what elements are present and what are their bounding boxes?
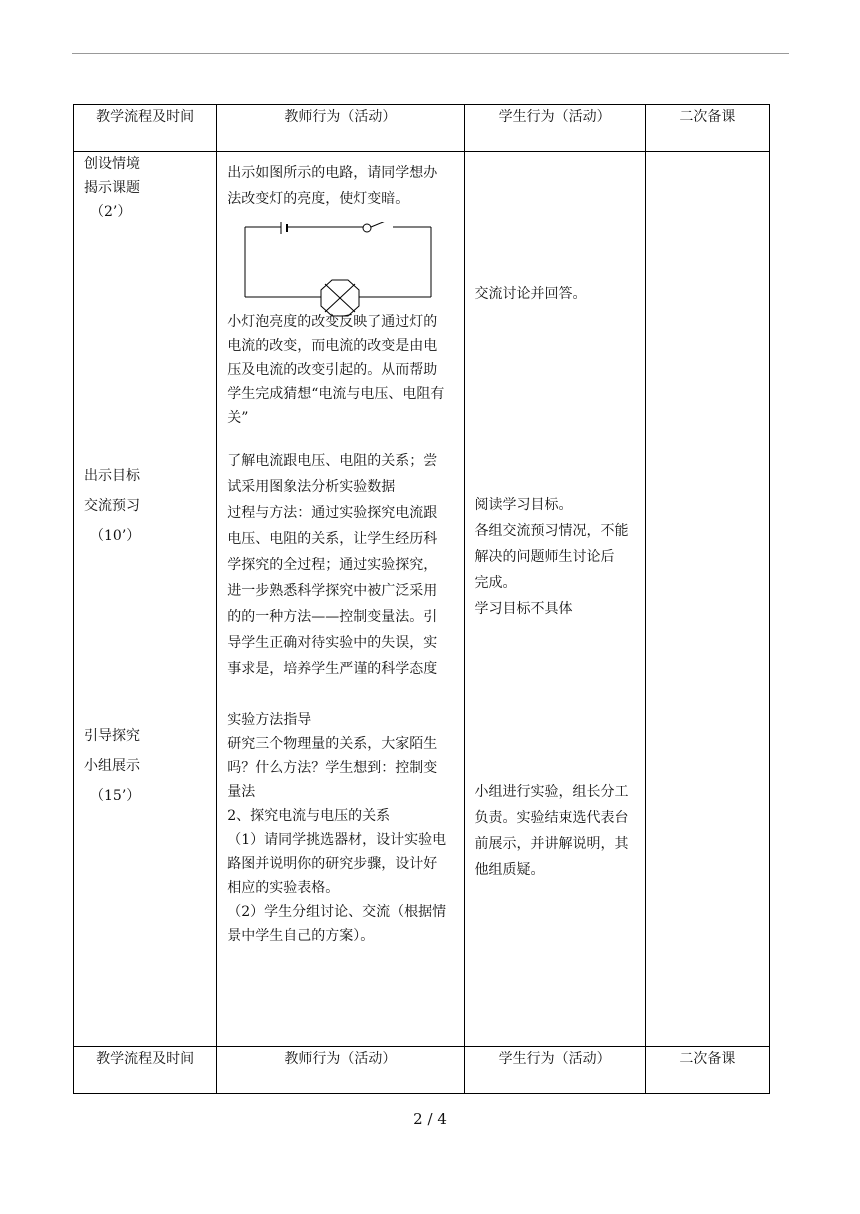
- stage-1-line: 创设情境: [84, 156, 140, 172]
- stage-2-time: （10’）: [90, 528, 141, 544]
- student-text-line: 学习目标不具体: [474, 601, 573, 617]
- teacher-text-line: 进一步熟悉科学探究中被广泛采用: [227, 583, 438, 599]
- student-stage-3: [475, 779, 637, 883]
- student-text-line: 前展示，并讲解说明，其: [474, 836, 629, 852]
- teacher-text-line: 学探究的全过程；通过实验探究，: [227, 557, 438, 573]
- page-current: 2: [413, 1110, 423, 1128]
- stage-2-line: 出示目标: [84, 468, 140, 484]
- teacher-text-line: 学生完成猜想“电流与电压、电阻有: [227, 386, 445, 402]
- header-student-activity: 学生行为（活动）: [464, 1047, 645, 1094]
- student-text-line: 解决的问题师生讨论后: [474, 549, 615, 565]
- student-text-line: 小组进行实验，组长分工: [474, 784, 629, 800]
- teacher-text-line: 事求是，培养学生严谨的科学态度: [227, 661, 438, 677]
- student-text-line: 各组交流预习情况，不能: [474, 523, 629, 539]
- stage-3: [84, 724, 208, 808]
- header-second-prep: 二次备课: [645, 1047, 769, 1094]
- teacher-text-line: 相应的实验表格。: [227, 880, 340, 896]
- student-text-line: 阅读学习目标。: [474, 497, 573, 513]
- teacher-text-line: 小灯泡亮度的改变反映了通过灯的: [227, 314, 438, 330]
- student-text-line: 完成。: [474, 575, 517, 591]
- page-number: [0, 1110, 860, 1128]
- teacher-text-line: 压及电流的改变引起的。从而帮助: [227, 362, 438, 378]
- teacher-text-line: （2）学生分组讨论、交流（根据情: [227, 904, 447, 920]
- header-flow-time: 教学流程及时间: [74, 105, 217, 152]
- teacher-text-line: 了解电流跟电压、电阻的关系；尝: [227, 453, 438, 469]
- teacher-text-line: 出示如图所示的电路，请同学想办: [227, 165, 438, 181]
- student-text-line: 负责。实验结束选代表台: [474, 810, 629, 826]
- teacher-text-line: 吗？什么方法？学生想到：控制变: [227, 760, 438, 776]
- header-rule: [72, 53, 789, 54]
- teacher-text-line: 路图并说明你的研究步骤，设计好: [227, 856, 438, 872]
- stage-3-time: （15’）: [90, 788, 141, 804]
- teacher-text-line: 关”: [227, 410, 249, 426]
- stage-3-line: 引导探究: [84, 728, 140, 744]
- teacher-text-line: 法改变灯的亮度，使灯变暗。: [227, 191, 410, 207]
- header-teacher-activity: 教师行为（活动）: [217, 105, 464, 152]
- header-student-activity: 学生行为（活动）: [464, 105, 645, 152]
- teacher-text-line: 电压、电阻的关系，让学生经历科: [227, 531, 438, 547]
- teacher-explanation: [227, 310, 455, 430]
- table-footer-header-row: [74, 1047, 770, 1094]
- stage-1-line: 揭示课题: [84, 180, 140, 196]
- second-prep-column: [645, 152, 769, 1047]
- student-text-line: 交流讨论并回答。: [474, 286, 587, 302]
- teacher-text-line: 研究三个物理量的关系，大家陌生: [227, 736, 438, 752]
- student-stage-2: [475, 492, 637, 622]
- teacher-text-line: 过程与方法：通过实验探究电流跟: [227, 505, 438, 521]
- student-text-line: 他组质疑。: [474, 862, 545, 878]
- teacher-objectives: [227, 448, 455, 682]
- teacher-text-line: 实验方法指导: [227, 712, 312, 728]
- teacher-text-line: 量法: [227, 784, 256, 800]
- teacher-intro: [227, 160, 455, 212]
- stage-column: [74, 152, 217, 1047]
- stage-1-time: （2’）: [90, 204, 132, 220]
- teacher-text-line: 2、探究电流与电压的关系: [227, 808, 391, 824]
- stage-2-line: 交流预习: [84, 498, 140, 514]
- table-body-row: [74, 152, 770, 1047]
- stage-2: [84, 464, 208, 548]
- teacher-text-line: （1）请同学挑选器材，设计实验电: [227, 832, 447, 848]
- header-second-prep: 二次备课: [645, 105, 769, 152]
- teacher-text-line: 试采用图象法分析实验数据: [227, 479, 396, 495]
- page-separator: /: [427, 1110, 433, 1128]
- header-flow-time: 教学流程及时间: [74, 1047, 217, 1094]
- teacher-text-line: 电流的改变，而电流的改变是由电: [227, 338, 438, 354]
- student-column: [464, 152, 645, 1047]
- teacher-column: [217, 152, 464, 1047]
- table-header-row: [74, 105, 770, 152]
- student-stage-1: [475, 282, 637, 306]
- page-total: 4: [437, 1110, 447, 1128]
- circuit-diagram-icon: [233, 222, 443, 322]
- teacher-inquiry: [227, 708, 455, 948]
- teacher-text-line: 的的一种方法——控制变量法。引: [227, 609, 438, 625]
- lesson-table: [73, 104, 770, 1094]
- teacher-text-line: 导学生正确对待实验中的失误，实: [227, 635, 438, 651]
- header-teacher-activity: 教师行为（活动）: [217, 1047, 464, 1094]
- stage-3-line: 小组展示: [84, 758, 140, 774]
- teacher-text-line: 景中学生自己的方案）。: [227, 928, 375, 944]
- stage-1: [84, 152, 208, 224]
